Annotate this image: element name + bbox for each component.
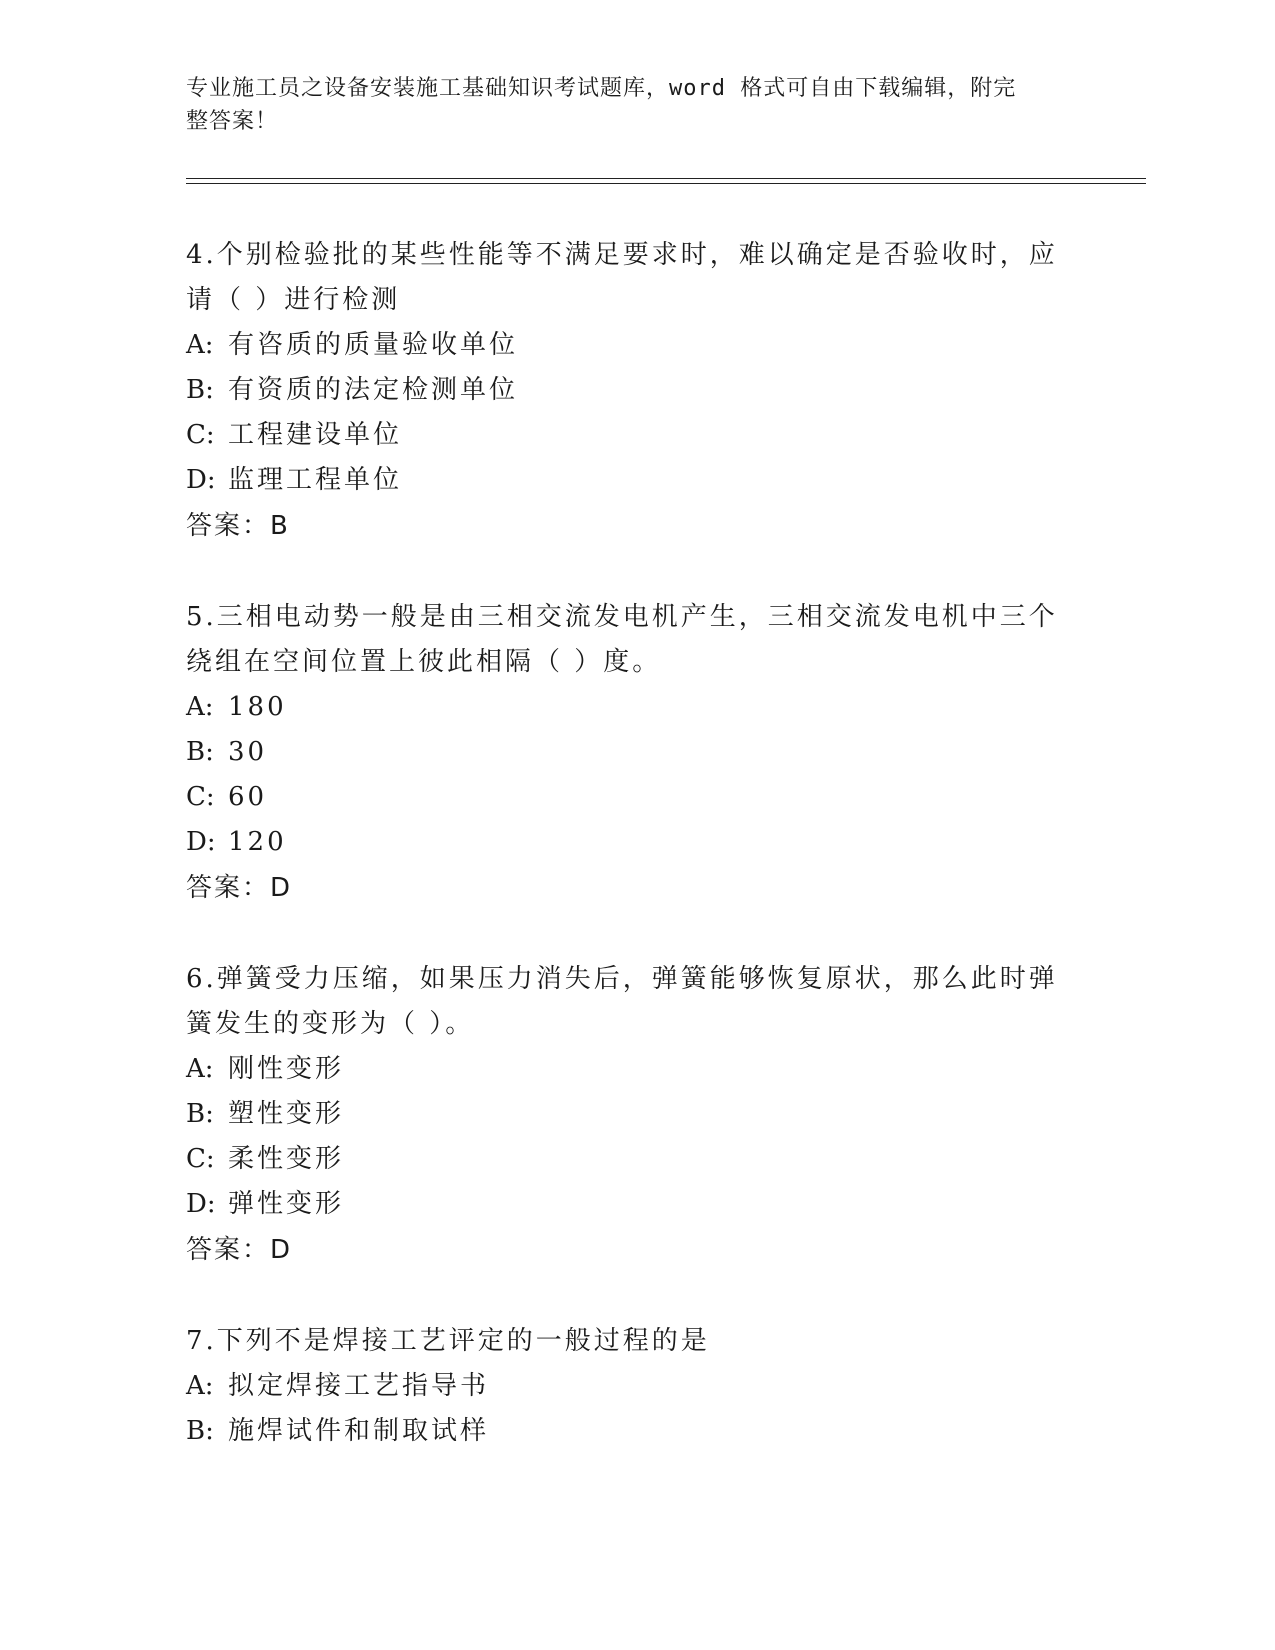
option-letter: B: [186, 375, 214, 405]
option-b [186, 1092, 1086, 1137]
answer-label: 答案：D [186, 1235, 293, 1265]
option-a [186, 1364, 1086, 1409]
option-letter: D: [186, 1189, 216, 1219]
answer-label: 答案：B [186, 511, 290, 541]
question-5 [186, 595, 1086, 911]
question-stem-line: 请（ ）进行检测 [186, 285, 401, 315]
option-text: 施焊试件和制取试样 [228, 1416, 490, 1446]
option-text: 刚性变形 [228, 1054, 345, 1084]
question-list [186, 233, 1086, 1500]
question-stem-line: 7.下列不是焊接工艺评定的一般过程的是 [186, 1326, 710, 1356]
question-stem-line: 6.弹簧受力压缩，如果压力消失后，弹簧能够恢复原状，那么此时弹 [186, 964, 1058, 994]
question-stem-line: 绕组在空间位置上彼此相隔（ ）度。 [186, 647, 662, 677]
option-c [186, 1137, 1086, 1182]
option-letter: D: [186, 827, 216, 857]
option-letter: C: [186, 782, 215, 812]
header-divider-bottom [186, 183, 1146, 184]
option-text: 工程建设单位 [228, 420, 403, 450]
header-divider-top [186, 178, 1146, 179]
option-letter: C: [186, 420, 215, 450]
option-b [186, 1409, 1086, 1454]
option-d [186, 1182, 1086, 1227]
document-header [186, 72, 1066, 138]
option-a [186, 685, 1086, 730]
question-stem-line: 簧发生的变形为（ ）。 [186, 1009, 475, 1039]
header-line-1: 专业施工员之设备安装施工基础知识考试题库，word 格式可自由下载编辑，附完 [186, 76, 1017, 101]
option-d [186, 458, 1086, 503]
option-text: 拟定焊接工艺指导书 [228, 1371, 490, 1401]
option-text: 180 [228, 692, 287, 722]
option-text: 60 [228, 782, 268, 812]
option-text: 30 [228, 737, 268, 767]
option-letter: A: [186, 330, 214, 360]
option-letter: D: [186, 465, 216, 495]
option-a [186, 1047, 1086, 1092]
option-letter: A: [186, 1054, 214, 1084]
answer-label: 答案：D [186, 873, 293, 903]
option-text: 有咨质的质量验收单位 [228, 330, 519, 360]
question-stem-line: 5.三相电动势一般是由三相交流发电机产生，三相交流发电机中三个 [186, 602, 1058, 632]
option-letter: A: [186, 1371, 214, 1401]
question-7 [186, 1319, 1086, 1454]
option-letter: B: [186, 737, 214, 767]
option-c [186, 775, 1086, 820]
option-letter: B: [186, 1099, 214, 1129]
option-a [186, 323, 1086, 368]
question-stem-line: 4.个别检验批的某些性能等不满足要求时，难以确定是否验收时，应 [186, 240, 1058, 270]
option-b [186, 730, 1086, 775]
option-text: 有资质的法定检测单位 [228, 375, 519, 405]
option-d [186, 820, 1086, 865]
option-text: 柔性变形 [228, 1144, 345, 1174]
question-4 [186, 233, 1086, 549]
option-text: 塑性变形 [228, 1099, 345, 1129]
header-line-2: 整答案！ [186, 109, 279, 134]
option-c [186, 413, 1086, 458]
option-letter: A: [186, 692, 214, 722]
question-6 [186, 957, 1086, 1273]
option-text: 监理工程单位 [228, 465, 403, 495]
option-b [186, 368, 1086, 413]
option-letter: C: [186, 1144, 215, 1174]
option-text: 120 [228, 827, 287, 857]
option-letter: B: [186, 1416, 214, 1446]
option-text: 弹性变形 [228, 1189, 345, 1219]
